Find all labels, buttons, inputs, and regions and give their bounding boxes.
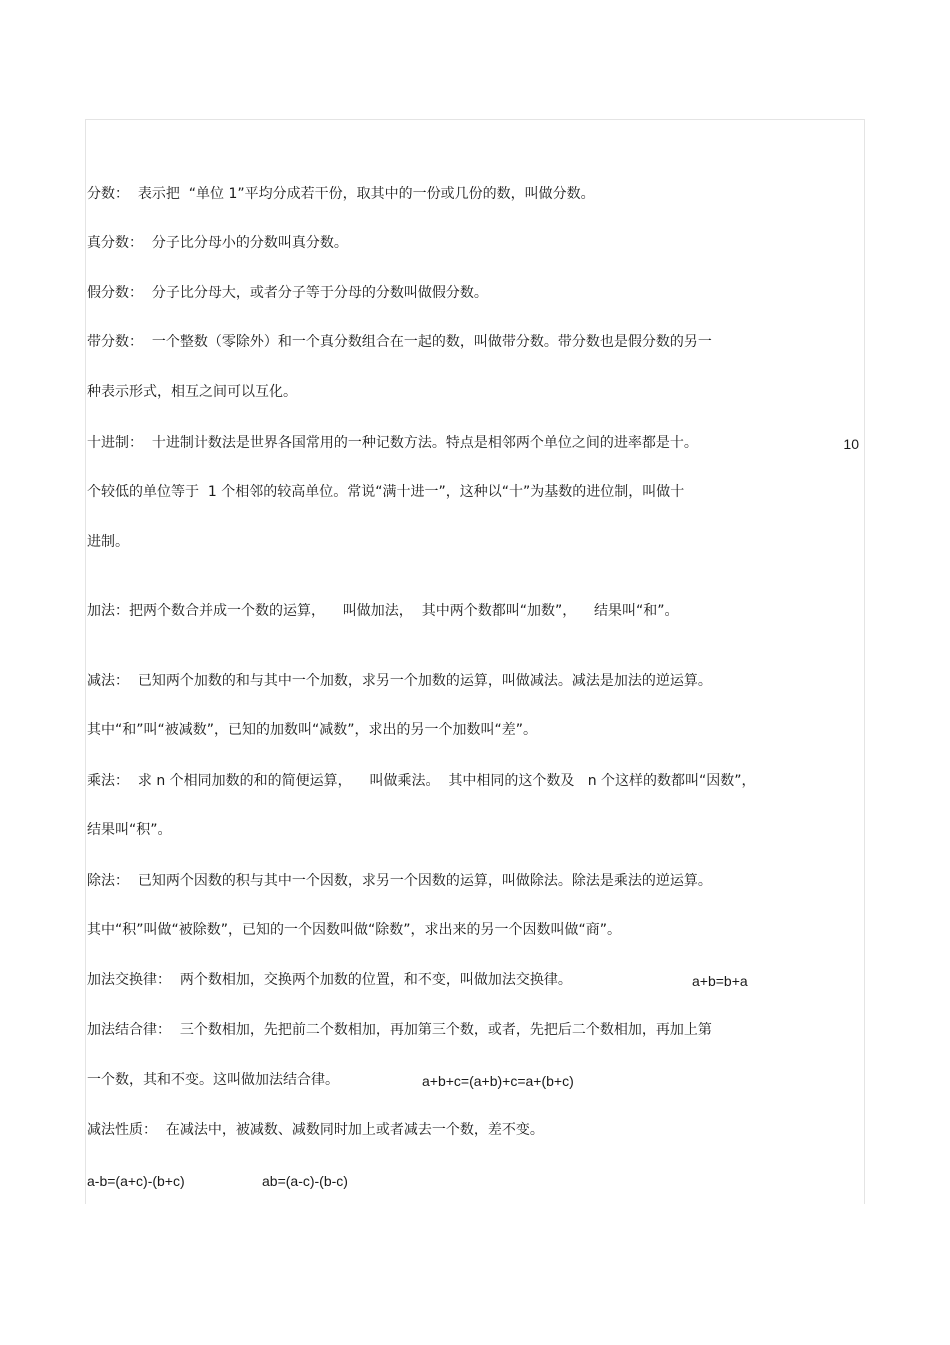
associative-law-formula: a+b+c=(a+b)+c=a+(b+c) (422, 1073, 574, 1089)
decimal-system-definition-line-2: 个较低的单位等于 1 个相邻的较高单位。常说“满十进一”，这种以“十”为基数的进位制，叫做十 (87, 484, 685, 500)
improper-fraction-definition: 假分数： 分子比分母大，或者分子等于分母的分数叫做假分数。 (87, 285, 488, 301)
page-frame (85, 119, 865, 1204)
decimal-system-number: 10 (843, 436, 859, 452)
mixed-number-definition-line-2: 种表示形式，相互之间可以互化。 (87, 384, 297, 400)
multiplication-definition-line-2: 结果叫“积”。 (87, 822, 172, 838)
division-definition-line-1: 除法： 已知两个因数的积与其中一个因数，求另一个因数的运算，叫做除法。除法是乘法的逆运算。 (87, 873, 712, 889)
addition-definition: 加法：把两个数合并成一个数的运算， 叫做加法， 其中两个数都叫“加数”， 结果叫“和”。 (87, 603, 679, 619)
commutative-law-definition: 加法交换律： 两个数相加，交换两个加数的位置，和不变，叫做加法交换律。 (87, 972, 572, 988)
decimal-system-definition-line-3: 进制。 (87, 534, 129, 550)
proper-fraction-definition: 真分数： 分子比分母小的分数叫真分数。 (87, 235, 348, 251)
subtraction-property-definition: 减法性质： 在减法中，被减数、减数同时加上或者减去一个数，差不变。 (87, 1122, 544, 1138)
mixed-number-definition-line-1: 带分数： 一个整数（零除外）和一个真分数组合在一起的数，叫做带分数。带分数也是假分数的另一 (87, 334, 712, 350)
multiplication-definition-line-1: 乘法： 求 n 个相同加数的和的简便运算， 叫做乘法。 其中相同的这个数及 n 个这样的数都叫“因数”， (87, 773, 756, 789)
subtraction-definition-line-1: 减法： 已知两个加数的和与其中一个加数，求另一个加数的运算，叫做减法。减法是加法的逆运算。 (87, 673, 712, 689)
associative-law-definition-line-2: 一个数，其和不变。这叫做加法结合律。 (87, 1072, 339, 1088)
subtraction-property-formula-2: ab=(a-c)-(b-c) (262, 1173, 348, 1189)
fraction-definition: 分数： 表示把 “单位 1”平均分成若干份，取其中的一份或几份的数，叫做分数。 (87, 186, 595, 202)
subtraction-definition-line-2: 其中“和”叫“被减数”，已知的加数叫“减数”，求出的另一个加数叫“差”。 (87, 722, 538, 738)
commutative-law-formula: a+b=b+a (692, 973, 748, 989)
subtraction-property-formula-1: a-b=(a+c)-(b+c) (87, 1173, 185, 1189)
division-definition-line-2: 其中“积”叫做“被除数”，已知的一个因数叫做“除数”，求出来的另一个因数叫做“商”。 (87, 922, 622, 938)
decimal-system-definition-line-1: 十进制： 十进制计数法是世界各国常用的一种记数方法。特点是相邻两个单位之间的进率都是十。 (87, 435, 698, 451)
associative-law-definition-line-1: 加法结合律： 三个数相加，先把前二个数相加，再加第三个数，或者，先把后二个数相加，再加上第 (87, 1022, 712, 1038)
